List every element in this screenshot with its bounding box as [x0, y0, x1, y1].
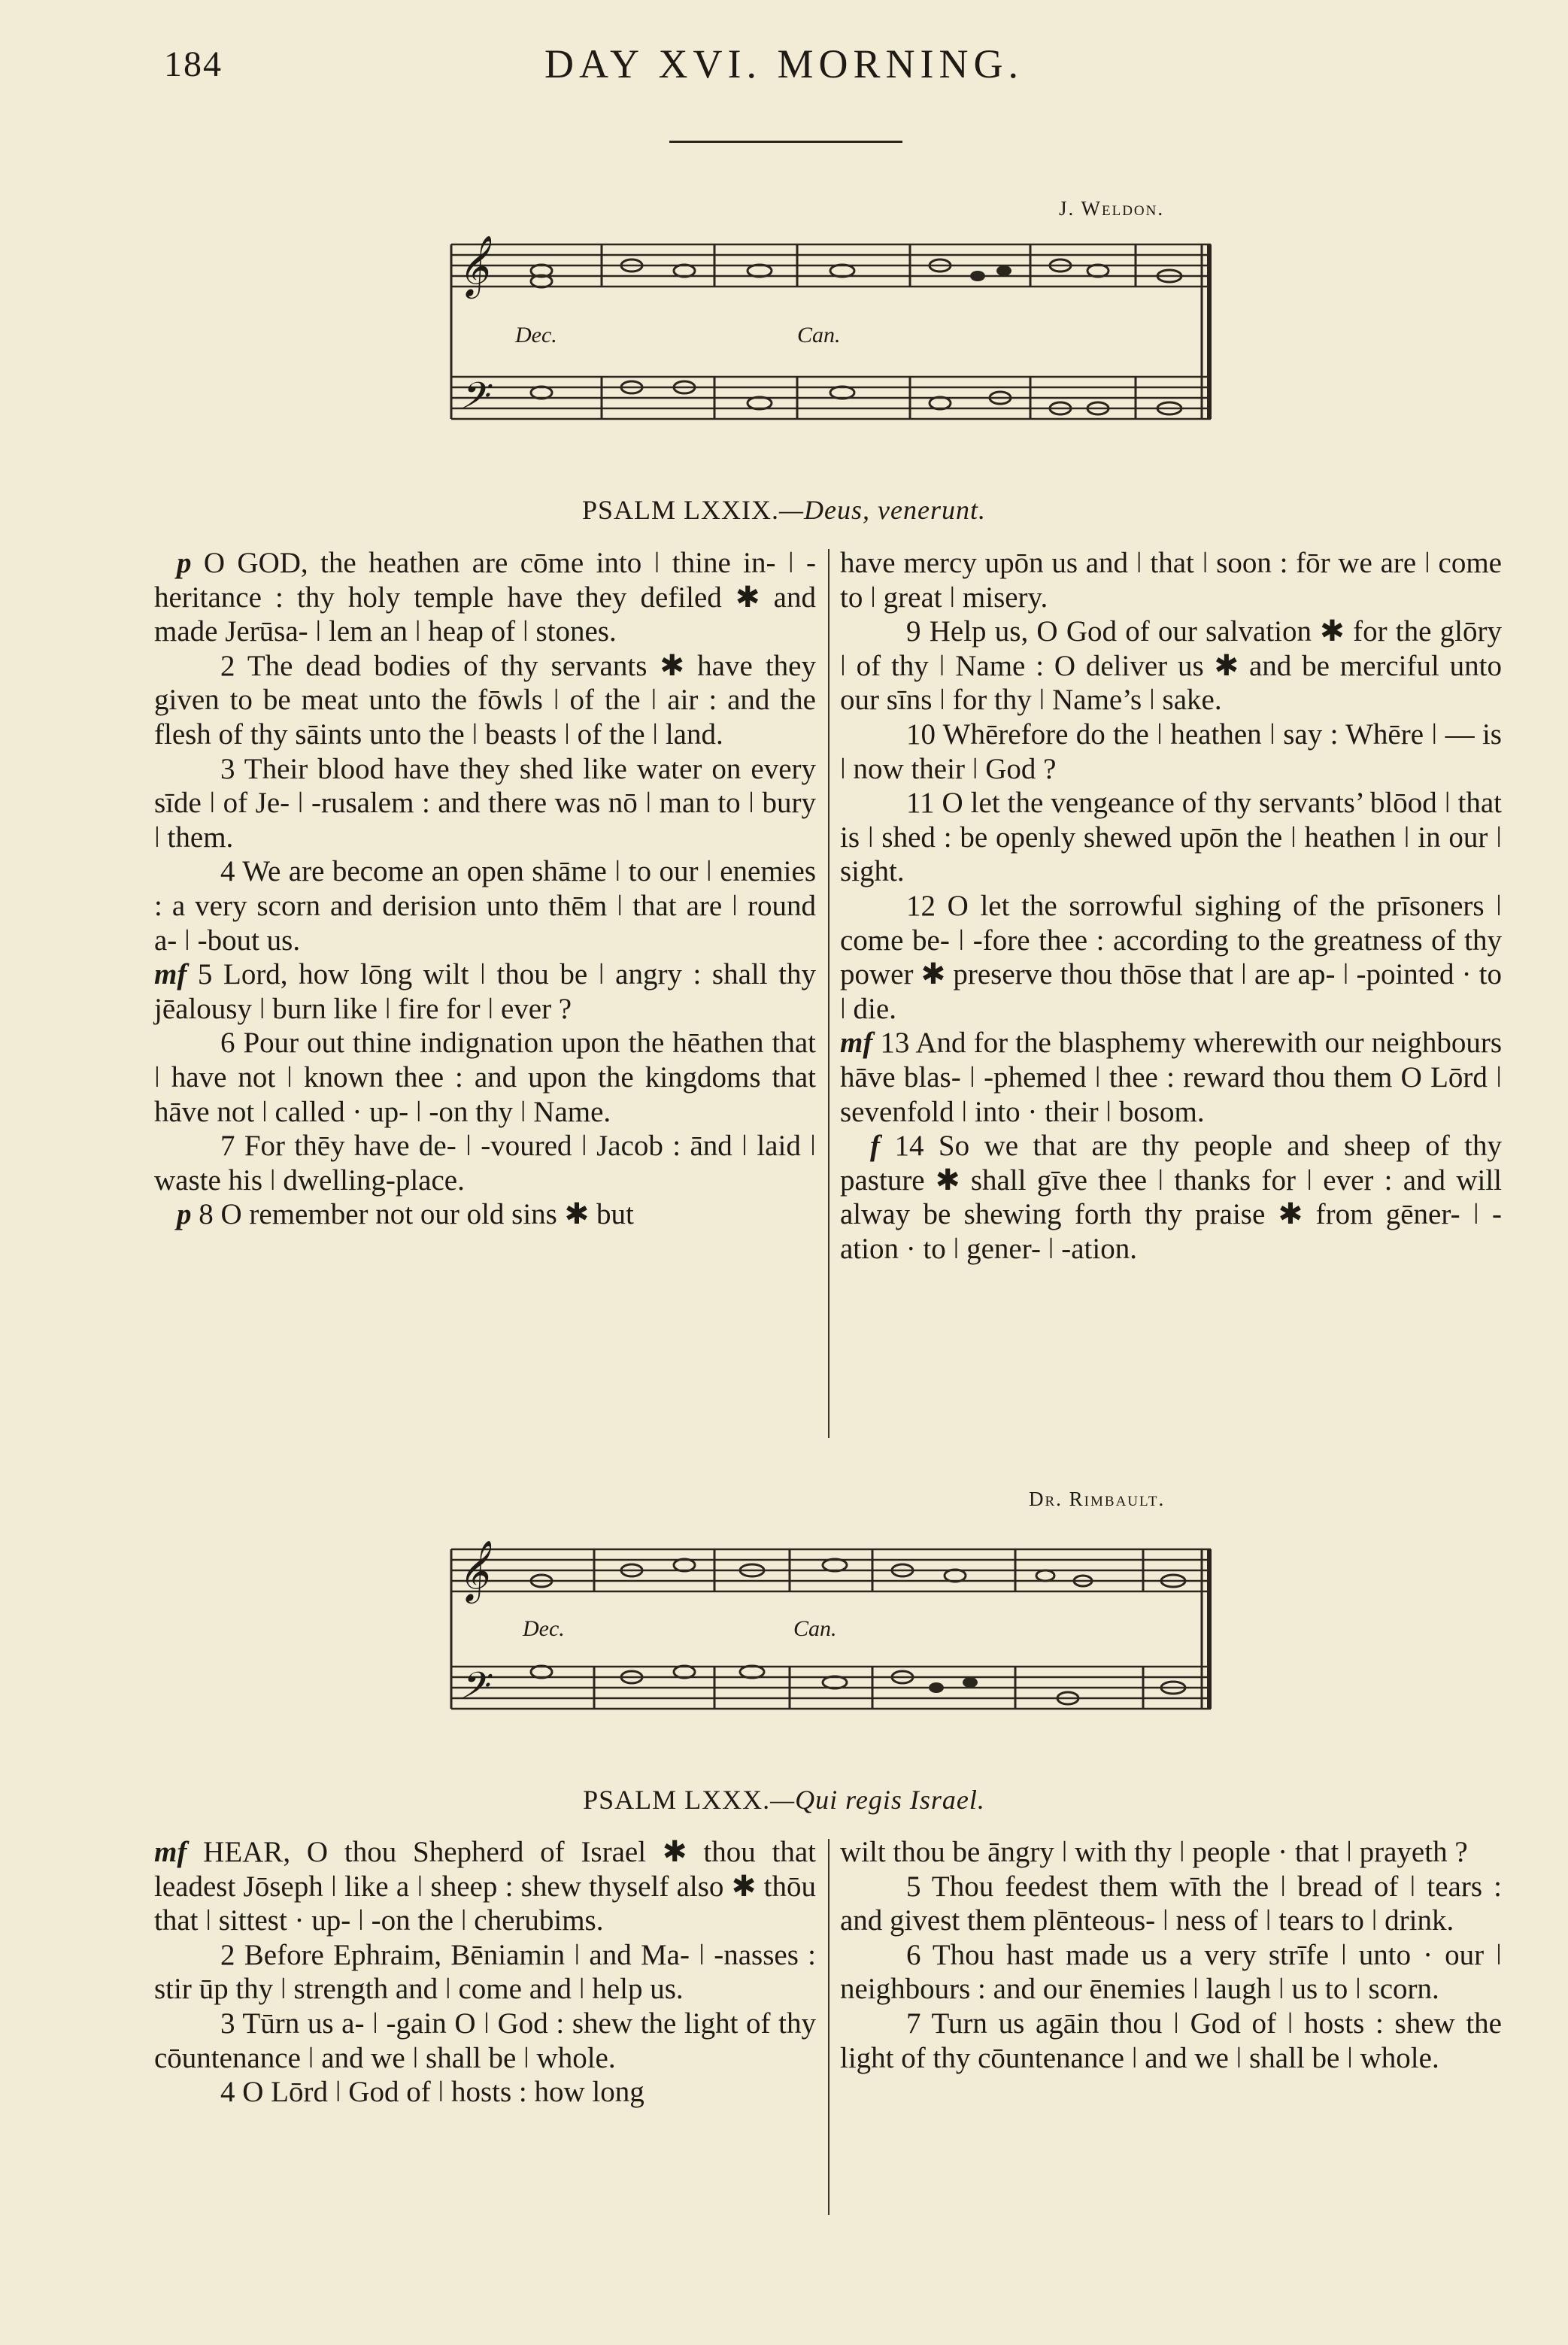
psalm79-subtitle: —Deus, venerunt. [779, 495, 986, 525]
psalm79-verse-13: mf 13 And for the blasphemy wherewith our neighbours hāve blas- ǀ -phemed ǀ thee : reward thou them O Lōrd ǀ sevenfold ǀ into · their ǀ bosom. [840, 1027, 1503, 1128]
chant1-dec-label: Dec. [515, 323, 557, 347]
psalm80-title: PSALM LXXX. [583, 1785, 771, 1815]
page-number: 184 [164, 44, 223, 84]
svg-text:𝄢: 𝄢 [457, 1666, 487, 1716]
psalm79-verse-8-cont: have mercy upōn us and ǀ that ǀ soon : fōr we are ǀ come to ǀ great ǀ misery. [840, 547, 1502, 614]
dynamic-mark: p [177, 547, 192, 579]
psalm79-column-divider [828, 549, 829, 1438]
psalm79-verse-14: f 14 So we that are thy people and sheep of thy pasture ✱ shall gīve thee ǀ thanks for ǀ ever : and will alway be shewing forth thy praise ✱ from gēner- ǀ -ation · to ǀ gener- ǀ -ation. [840, 1130, 1503, 1265]
psalm79-heading [0, 494, 1568, 526]
psalm80-verse-7: 7 Turn us agāin thou ǀ God of ǀ hosts : shew the light of thy cōuntenance ǀ and we ǀ shall be ǀ whole. [840, 2007, 1502, 2074]
psalm79-verse-4: 4 We are become an open shāme ǀ to our ǀ enemies : a very scorn and derision unto thēm ǀ that are ǀ round a- ǀ -bout us. [154, 855, 816, 957]
psalm80-verse-4-cont: wilt thou be āngry ǀ with thy ǀ people · that ǀ prayeth ? [840, 1836, 1468, 1868]
psalm80-left-column [154, 1835, 816, 2110]
psalm79-verse-2: 2 The dead bodies of thy servants ✱ have they given to be meat unto the fōwls ǀ of the ǀ air : and the flesh of thy sāints unto the ǀ beasts ǀ of the ǀ land. [154, 649, 816, 751]
psalm80-verse-4: 4 O Lōrd ǀ God of ǀ hosts : how long [220, 2076, 644, 2109]
page-title: DAY XVI. MORNING. [544, 41, 1024, 86]
psalm79-verse-12: 12 O let the sorrowful sighing of the prīsoners ǀ come be- ǀ -fore thee : according to the greatness of thy power ✱ preserve thou thōse that ǀ are ap- ǀ -pointed · to ǀ die. [840, 889, 1502, 1025]
psalm80-column-divider [828, 1839, 829, 2215]
dynamic-mark: mf [154, 958, 187, 991]
svg-text:𝄞: 𝄞 [457, 238, 489, 296]
svg-text:𝄢: 𝄢 [457, 376, 487, 426]
psalm79-verse-5: mf 5 Lord, how lōng wilt ǀ thou be ǀ angry : shall thy jēalousy ǀ burn like ǀ fire for ǀ ever ? [154, 958, 817, 1025]
chant1-bass-staff [451, 377, 1211, 419]
chant2-dec-label: Dec. [523, 1616, 565, 1641]
dynamic-mark: mf [154, 1836, 187, 1868]
chant2-composer: Dr. Rimbault. [1029, 1488, 1166, 1510]
psalm80-subtitle: —Qui regis Israel. [770, 1785, 985, 1815]
chant1-score [444, 229, 1218, 440]
psalm79-verse-10: 10 Whērefore do the ǀ heathen ǀ say : Whēre ǀ — is ǀ now their ǀ God ? [840, 717, 1502, 785]
chant2-score [444, 1519, 1218, 1730]
svg-text:𝄞: 𝄞 [457, 1543, 489, 1600]
psalm79-right-column [840, 546, 1502, 1266]
psalm79-verse-9: 9 Help us, O God of our salvation ✱ for the glōry ǀ of thy ǀ Name : O deliver us ✱ and be merciful unto our sīns ǀ for thy ǀ Name’s ǀ sake. [840, 615, 1502, 717]
psalm79-verse-6: 6 Pour out thine indignation upon the hēathen that ǀ have not ǀ known thee : and upon the kingdoms that hāve not ǀ called · up- ǀ -on thy ǀ Name. [154, 1027, 816, 1128]
psalm79-verse-8: p 8 O remember not our old sins ✱ but [177, 1198, 634, 1231]
psalm79-verse-7: 7 For thēy have de- ǀ -voured ǀ Jacob : ānd ǀ laid ǀ waste his ǀ dwelling-place. [154, 1130, 816, 1197]
psalm80-verse-6: 6 Thou hast made us a very strīfe ǀ unto · our ǀ neighbours : and our ēnemies ǀ laugh ǀ us to ǀ scorn. [840, 1938, 1502, 2006]
dynamic-mark: mf [840, 1027, 873, 1060]
chant1-can-label: Can. [797, 323, 841, 347]
psalm80-verse-3: 3 Tūrn us a- ǀ -gain O ǀ God : shew the light of thy cōuntenance ǀ and we ǀ shall be ǀ whole. [154, 2007, 816, 2074]
psalm79-verse-11: 11 O let the vengeance of thy servants’ blōod ǀ that is ǀ shed : be openly shewed upōn the ǀ heathen ǀ in our ǀ sight. [840, 787, 1502, 888]
psalm79-verse-3: 3 Their blood have they shed like water on every sīde ǀ of Je- ǀ -rusalem : and there was nō ǀ man to ǀ bury ǀ them. [154, 752, 816, 854]
psalm80-right-column [840, 1835, 1502, 2075]
psalm80-verse-1: mf HEAR, O thou Shepherd of Israel ✱ thou that leadest Jōseph ǀ like a ǀ sheep : shew thyself also ✱ thōu that ǀ sittest · up- ǀ -on the ǀ cherubims. [154, 1836, 816, 1937]
psalm79-left-column [154, 546, 816, 1232]
psalm80-verse-2: 2 Before Ephraim, Bēniamin ǀ and Ma- ǀ -nasses : stir ūp thy ǀ strength and ǀ come and ǀ help us. [154, 1938, 816, 2006]
header-rule [669, 141, 902, 143]
psalm80-verse-5: 5 Thou feedest them wīth the ǀ bread of ǀ tears : and givest them plēnteous- ǀ ness of ǀ tears to ǀ drink. [840, 1870, 1502, 1937]
chant2-can-label: Can. [793, 1616, 837, 1641]
dynamic-mark: p [177, 1198, 192, 1231]
chant1-composer: J. Weldon. [1059, 197, 1165, 220]
dynamic-mark: f [870, 1130, 880, 1163]
psalm79-verse-1: p O GOD, the heathen are cōme into ǀ thine in- ǀ -heritance : thy holy temple have they defiled ✱ and made Jerūsa- ǀ lem an ǀ heap of ǀ stones. [154, 547, 817, 648]
psalm80-heading [0, 1784, 1568, 1816]
psalm79-title: PSALM LXXIX. [582, 495, 780, 525]
